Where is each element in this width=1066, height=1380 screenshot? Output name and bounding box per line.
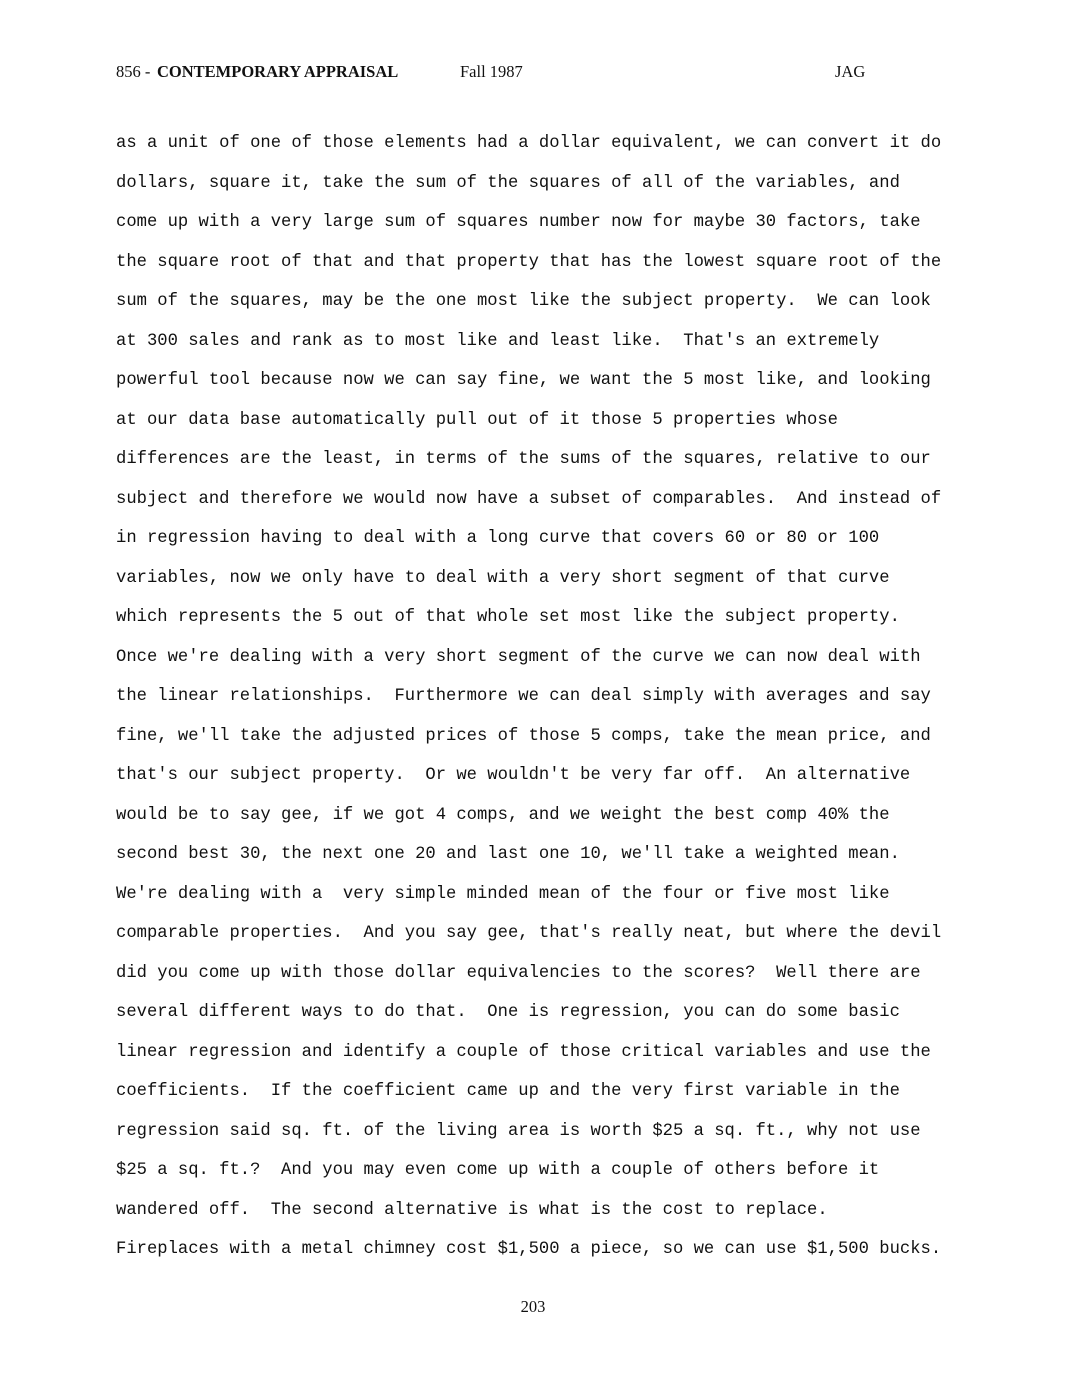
text-line: at our data base automatically pull out of it those 5 properties whose: [116, 410, 838, 430]
text-line: come up with a very large sum of squares number now for maybe 30 factors, take: [116, 213, 921, 232]
text-line: as a unit of one of those elements had a dollar equivalent, we can convert it do: [116, 134, 942, 153]
text-line: coefficients. If the coefficient came up and the very first variable in the: [116, 1082, 900, 1101]
text-line: several different ways to do that. One is regression, you can do some basic: [116, 1003, 900, 1022]
text-line: powerful tool because now we can say fine, we want the 5 most like, and looking: [116, 371, 931, 390]
page-number: 203: [520, 1297, 546, 1316]
author-initials: JAG: [835, 62, 866, 81]
text-line: $25 a sq. ft.? And you may even come up with a couple of others before it: [116, 1161, 880, 1180]
text-line: We're dealing with a very simple minded mean of the four or five most like: [116, 884, 890, 904]
text-line: linear regression and identify a couple of those critical variables and use the: [116, 1042, 931, 1062]
text-line: would be to say gee, if we got 4 comps, and we weight the best comp 40% the: [116, 805, 890, 825]
text-line: did you come up with those dollar equivalencies to the scores? Well there are: [116, 963, 921, 983]
page-header: [116, 62, 876, 84]
text-line: the linear relationships. Furthermore we can deal simply with averages and say: [116, 687, 931, 706]
course-number: 856 -: [116, 62, 151, 81]
term: Fall 1987: [460, 62, 523, 81]
text-line: in regression having to deal with a long curve that covers 60 or 80 or 100: [116, 529, 880, 548]
text-line: that's our subject property. Or we wouldn't be very far off. An alternative: [116, 766, 911, 785]
text-line: Fireplaces with a metal chimney cost $1,500 a piece, so we can use $1,500 bucks.: [116, 1240, 942, 1259]
text-line: wandered off. The second alternative is what is the cost to replace.: [116, 1200, 828, 1220]
text-line: subject and therefore we would now have a subset of comparables. And instead of: [116, 489, 942, 509]
text-line: sum of the squares, may be the one most like the subject property. We can look: [116, 292, 931, 311]
text-line: the square root of that and that property that has the lowest square root of the: [116, 252, 942, 272]
text-line: variables, now we only have to deal with a very short segment of that curve: [116, 568, 890, 588]
text-line: differences are the least, in terms of the sums of the squares, relative to our: [116, 450, 931, 469]
text-line: dollars, square it, take the sum of the squares of all of the variables, and: [116, 173, 900, 193]
text-line: comparable properties. And you say gee, that's really neat, but where the devil: [116, 924, 942, 943]
text-line: second best 30, the next one 20 and last one 10, we'll take a weighted mean.: [116, 845, 900, 864]
text-line: which represents the 5 out of that whole set most like the subject property.: [116, 608, 900, 627]
text-line: at 300 sales and rank as to most like and least like. That's an extremely: [116, 331, 880, 351]
text-line: regression said sq. ft. of the living area is worth $25 a sq. ft., why not use: [116, 1121, 921, 1141]
transcript-body: [116, 124, 976, 1270]
text-line: Once we're dealing with a very short segment of the curve we can now deal with: [116, 647, 921, 667]
text-line: fine, we'll take the adjusted prices of those 5 comps, take the mean price, and: [116, 726, 931, 746]
course-title: CONTEMPORARY APPRAISAL: [157, 62, 399, 81]
